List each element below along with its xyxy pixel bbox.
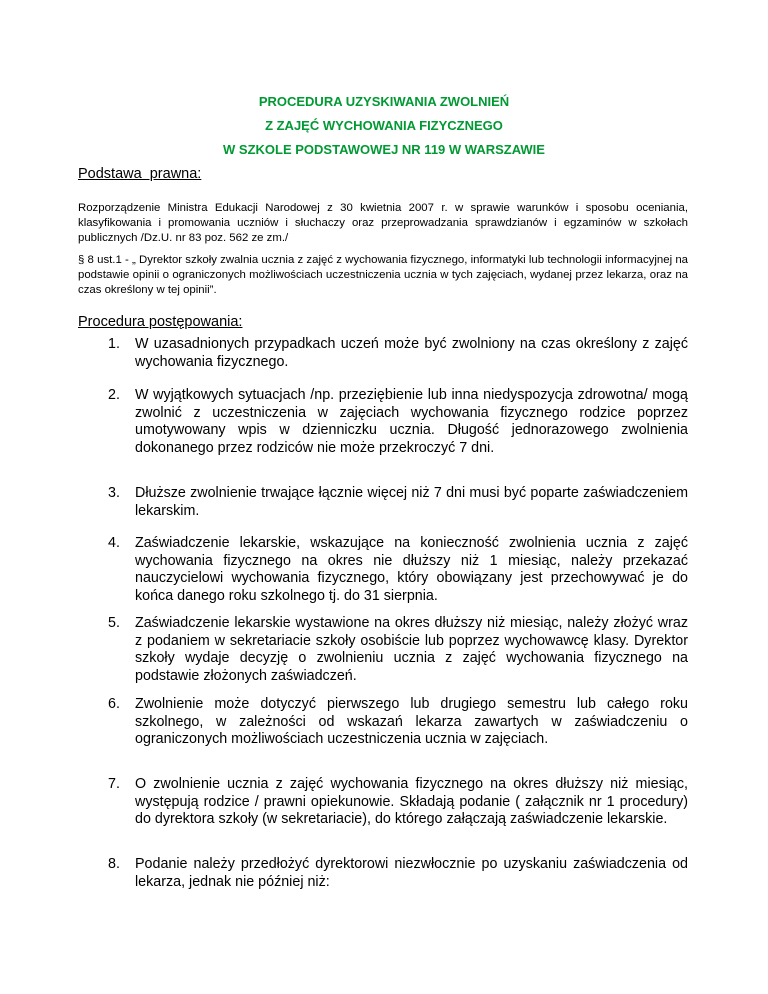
procedure-item-text: Zwolnienie może dotyczyć pierwszego lub drugiego semestru lub całego roku szkolnego, w zależności od wskazań lekarza zawartych w zaświadczeniu o ograniczonych możliwościach uczestniczenia ucznia w zajęciach. <box>135 696 688 747</box>
procedure-item-number: 3. <box>108 485 120 501</box>
procedure-item-number: 2. <box>108 387 120 403</box>
legal-basis-heading: Podstawa prawna: <box>78 166 202 182</box>
procedure-heading: Procedura postępowania: <box>78 314 243 330</box>
document-title-line-3: W SZKOLE PODSTAWOWEJ NR 119 W WARSZAWIE <box>223 142 545 157</box>
procedure-item-number: 1. <box>108 336 120 352</box>
legal-basis-paragraph-1: Rozporządzenie Ministra Edukacji Narodowej z 30 kwietnia 2007 r. w sprawie warunków i sposobu oceniania, klasyfikowania i promowania uczniów i słuchaczy oraz przeprowadzania sprawdzianów i egzaminów w szkołach publicznych /Dz.U. nr 83 poz. 562 ze zm./ <box>78 202 688 244</box>
procedure-item-text: W uzasadnionych przypadkach uczeń może być zwolniony na czas określony z zajęć wychowania fizycznego. <box>135 336 688 370</box>
procedure-item-number: 8. <box>108 856 120 872</box>
document-title-line-2: Z ZAJĘĆ WYCHOWANIA FIZYCZNEGO <box>265 118 503 133</box>
procedure-item-number: 7. <box>108 776 120 792</box>
procedure-item-text: O zwolnienie ucznia z zajęć wychowania fizycznego na okres dłuższy niż miesiąc, występują rodzice / prawni opiekunowie. Składają podanie ( załącznik nr 1 procedury) do dyrektora szkoły (w sekretariacie), do którego załączają zaświadczenie lekarskie. <box>135 776 688 827</box>
procedure-item-number: 6. <box>108 696 120 712</box>
procedure-item-number: 5. <box>108 615 120 631</box>
procedure-item-number: 4. <box>108 535 120 551</box>
procedure-item-text: Podanie należy przedłożyć dyrektorowi niezwłocznie po uzyskaniu zaświadczenia od lekarza, jednak nie później niż: <box>135 856 688 890</box>
procedure-item-text: Zaświadczenie lekarskie wystawione na okres dłuższy niż miesiąc, należy złożyć wraz z podaniem w sekretariacie szkoły osobiście lub poprzez wychowawcę klasy. Dyrektor szkoły wydaje decyzję o zwolnieniu ucznia z zajęć wychowania fizycznego na podstawie złożonych zaświadczeń. <box>135 615 688 684</box>
procedure-item-text: Zaświadczenie lekarskie, wskazujące na konieczność zwolnienia ucznia z zajęć wychowania fizycznego na okres nie dłuższy niż 1 miesiąc, należy przekazać nauczycielowi wychowania fizycznego, który obowiązany jest przechowywać je do końca danego roku szkolnego tj. do 31 sierpnia. <box>135 535 688 604</box>
procedure-item-text: Dłuższe zwolnienie trwające łącznie więcej niż 7 dni musi być poparte zaświadczeniem lekarskim. <box>135 485 688 519</box>
document-title-line-1: PROCEDURA UZYSKIWANIA ZWOLNIEŃ <box>258 94 510 109</box>
legal-basis-paragraph-2: § 8 ust.1 - „ Dyrektor szkoły zwalnia ucznia z zajęć z wychowania fizycznego, informatyki lub technologii informacyjnej na podstawie opinii o ograniczonych możliwościach uczestniczenia ucznia w tych zajęciach, wydanej przez lekarza, oraz na czas określony w tej opinii”. <box>78 254 688 296</box>
procedure-item-text: W wyjątkowych sytuacjach /np. przeziębienie lub inna niedyspozycja zdrowotna/ mogą zwolnić z uczestniczenia w zajęciach wychowania fizycznego rodzice poprzez umotywowany wpis w dzienniczku ucznia. Długość jednorazowego zwolnienia dokonanego przez rodziców nie może przekroczyć 7 dni. <box>135 387 688 456</box>
